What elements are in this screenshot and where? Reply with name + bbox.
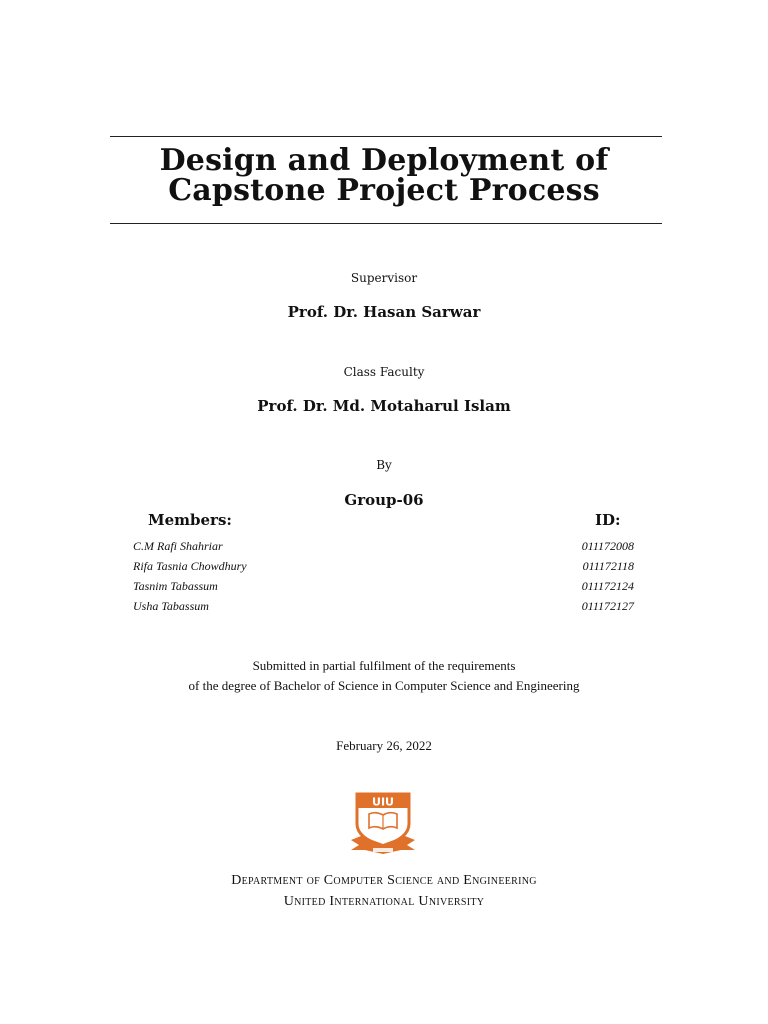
member-name: Tasnim Tabassum [133, 579, 218, 593]
document-title [0, 143, 768, 208]
supervisor-name: Prof. Dr. Hasan Sarwar [287, 303, 481, 321]
member-name: Usha Tabassum [133, 599, 209, 613]
university-logo [347, 790, 419, 856]
bottom-rule [110, 223, 662, 224]
title-line-2: Capstone Project Process [168, 173, 600, 208]
member-id: 011172118 [582, 559, 634, 573]
submission-date: February 26, 2022 [336, 738, 432, 753]
supervisor-label: Supervisor [350, 271, 418, 285]
group-name: Group-06 [344, 491, 424, 509]
members-header: Members: [148, 511, 232, 529]
member-id: 011172127 [581, 599, 634, 613]
logo-text: UIU [372, 795, 394, 809]
member-id: 011172124 [581, 579, 634, 593]
id-header: ID: [595, 511, 621, 529]
department-name: Department of Computer Science and Engineering [231, 873, 537, 888]
submission-line-2: of the degree of Bachelor of Science in Computer Science and Engineering [188, 678, 580, 693]
title-line-1: Design and Deployment of [159, 143, 609, 178]
faculty-label: Class Faculty [343, 365, 425, 379]
member-name: C.M Rafi Shahriar [133, 539, 223, 553]
top-rule [110, 136, 662, 137]
by-label: By [376, 458, 392, 472]
member-name: Rifa Tasnia Chowdhury [133, 559, 247, 573]
submission-line-1: Submitted in partial fulfilment of the requirements [252, 658, 516, 673]
university-name: United International University [283, 894, 485, 909]
member-id: 011172008 [581, 539, 634, 553]
faculty-name: Prof. Dr. Md. Motaharul Islam [257, 397, 511, 415]
